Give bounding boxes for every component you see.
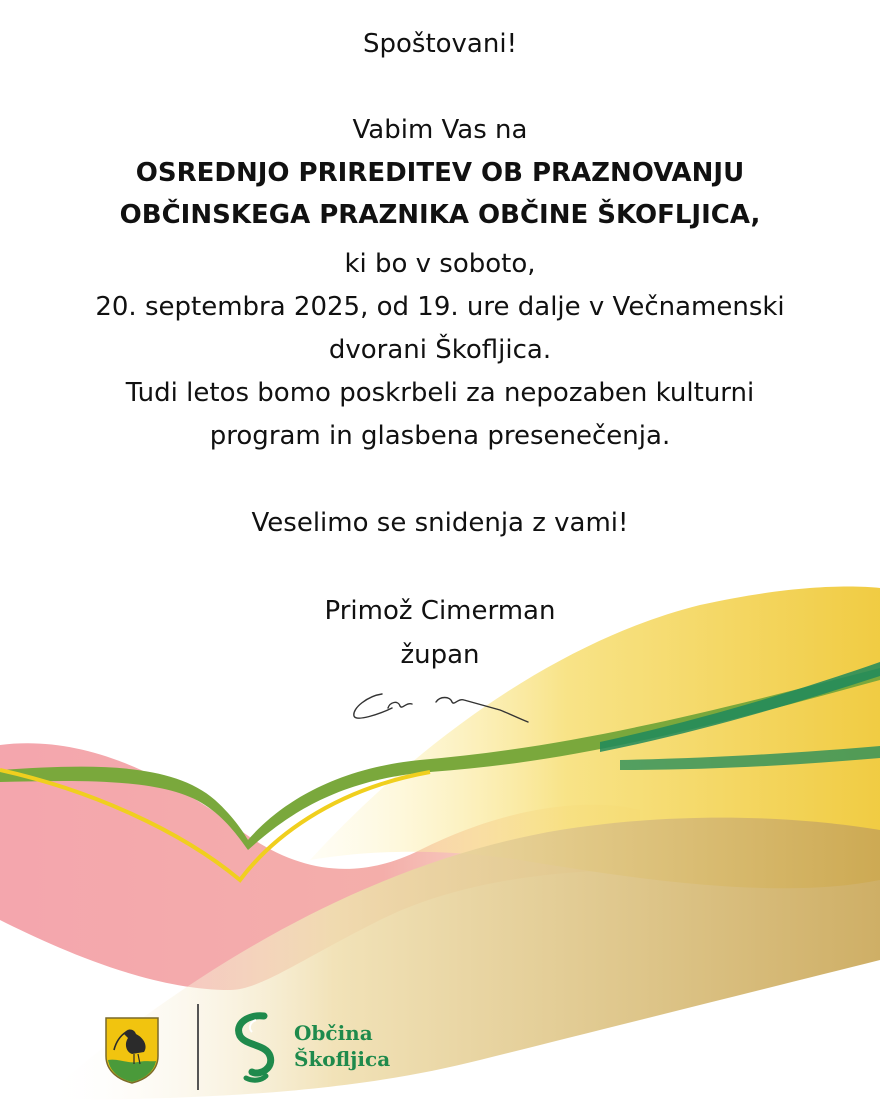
date-line2: 20. septembra 2025, od 19. ure dalje v Večnamenski [95,292,785,322]
signer-name: Primož Cimerman [324,596,556,626]
logo-text [294,1020,390,1072]
date-line1: ki bo v soboto, [344,249,536,279]
greeting: Spoštovani! [362,29,517,59]
footer-divider [197,1004,199,1090]
signer-title: župan [400,640,480,670]
program-line2: program in glasbena presenečenja. [209,421,671,451]
event-title-line1: OSREDNJO PRIREDITEV OB PRAZNOVANJU [135,158,745,188]
logo-line1: Občina [294,1021,373,1045]
coat-of-arms-icon [104,1016,160,1084]
logo-line2: Škofljica [294,1047,391,1071]
date-line3: dvorani Škofljica. [328,335,552,365]
obcina-skofljica-logo-icon [226,1012,280,1084]
closing-text: Veselimo se snidenja z vami! [251,508,629,538]
intro-text: Vabim Vas na [352,115,528,145]
handwritten-signature [340,678,540,728]
event-title-line2: OBČINSKEGA PRAZNIKA OBČINE ŠKOFLJICA, [119,200,761,230]
program-line1: Tudi letos bomo poskrbeli za nepozaben kulturni [125,378,755,408]
